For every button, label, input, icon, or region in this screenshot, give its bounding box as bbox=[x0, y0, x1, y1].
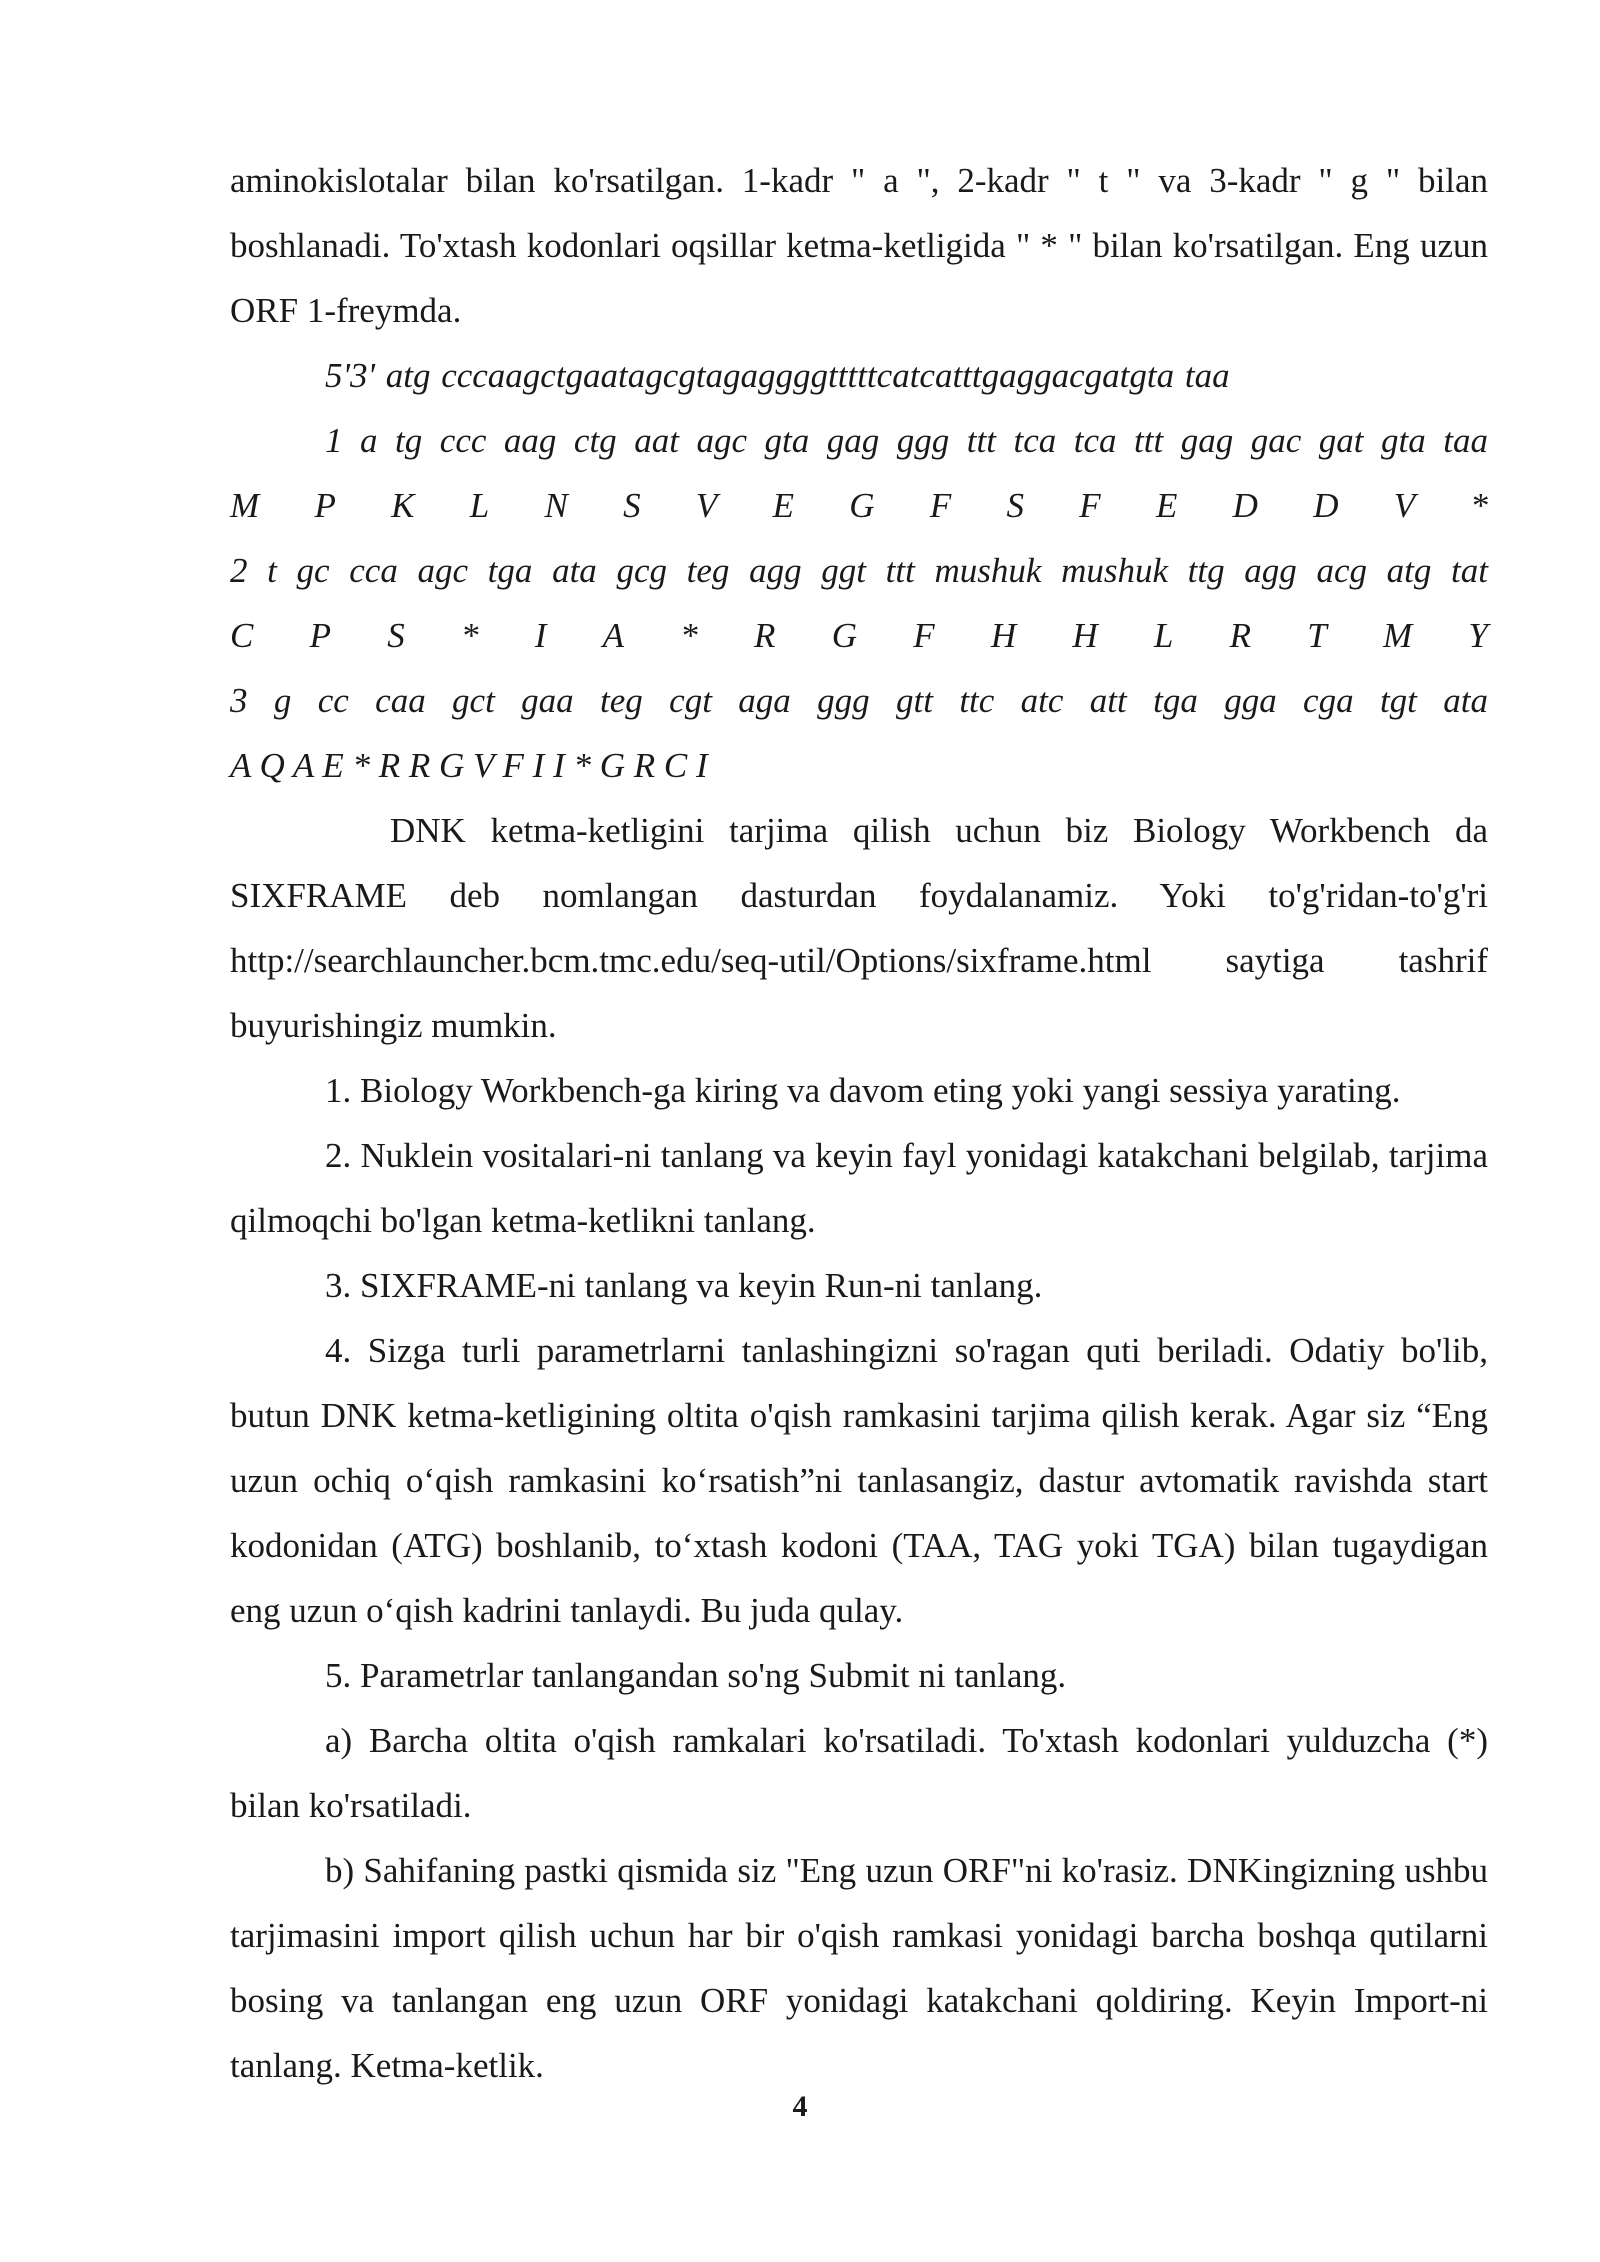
amino-acid: P bbox=[309, 616, 331, 655]
amino-acid: C bbox=[230, 616, 254, 655]
page-number: 4 bbox=[792, 2090, 808, 2123]
step-3: 3. SIXFRAME-ni tanlang va keyin Run-ni tanlang. bbox=[325, 1266, 1043, 1305]
amino-acid: P bbox=[314, 486, 336, 525]
amino-acid: S bbox=[387, 616, 405, 655]
amino-acid: * bbox=[1470, 486, 1488, 525]
amino-acid: F bbox=[1079, 486, 1101, 525]
amino-acid: F bbox=[929, 486, 952, 525]
frame2-amino-acids bbox=[230, 603, 1488, 668]
amino-acid: N bbox=[544, 486, 568, 525]
amino-acid: S bbox=[623, 486, 641, 525]
amino-acid: L bbox=[469, 486, 490, 525]
step-4: 4. Sizga turli parametrlarni tanlashingizni so'ragan quti beriladi. Odatiy bo'lib, butun DNK ketma-ketligining oltita o'qish ramkasini tarjima qilish kerak. Agar siz “Eng uzun ochiq o‘qish ramkasini ko‘rsatish”ni tanlasangiz, dastur avtomatik ravishda start kodonidan (ATG) boshlanib, to‘xtash kodoni (TAA, TAG yoki TGA) bilan tugaydigan eng uzun o‘qish kadrini tanlaydi. Bu juda qulay. bbox=[230, 1331, 1488, 1630]
amino-acid: H bbox=[990, 616, 1017, 655]
step-2: 2. Nuklein vositalari-ni tanlang va keyin fayl yonidagi katakchani belgilab, tarjima qilmoqchi bo'lgan ketma-ketlikni tanlang. bbox=[230, 1136, 1488, 1240]
frame3-amino-acids: A Q A E * R R G V F I I * G R C I bbox=[230, 746, 708, 785]
frame2-dna: 2 t gc cca agc tga ata gcg teg agg ggt ttt mushuk mushuk ttg agg acg atg tat bbox=[230, 551, 1488, 590]
amino-acid: V bbox=[1393, 486, 1416, 525]
amino-acid: G bbox=[831, 616, 857, 655]
amino-acid: M bbox=[230, 486, 260, 525]
document-page bbox=[230, 148, 1488, 2098]
amino-acid: R bbox=[1229, 616, 1252, 655]
frame1-amino-acids bbox=[230, 473, 1488, 538]
amino-acid: I bbox=[534, 616, 547, 655]
step-1: 1. Biology Workbench-ga kiring va davom eting yoki yangi sessiya yarating. bbox=[325, 1071, 1401, 1110]
amino-acid: T bbox=[1307, 616, 1327, 655]
amino-acid: * bbox=[461, 616, 479, 655]
amino-acid: F bbox=[913, 616, 935, 655]
amino-acid: H bbox=[1072, 616, 1098, 655]
paragraph-tool: DNK ketma-ketligini tarjima qilish uchun biz Biology Workbench da SIXFRAME deb nomlangan dasturdan foydalanamiz. Yoki to'g'ridan-to'g'ri http://searchlauncher.bcm.tmc.edu/seq-util/Options/sixframe.html saytiga tashrif buyurishingiz mumkin. bbox=[230, 811, 1488, 1045]
amino-acid: E bbox=[1155, 486, 1178, 525]
step-5a: a) Barcha oltita o'qish ramkalari ko'rsatiladi. To'xtash kodonlari yulduzcha (*) bilan ko'rsatiladi. bbox=[230, 1721, 1488, 1825]
amino-acid: * bbox=[680, 616, 698, 655]
amino-acid: D bbox=[1313, 486, 1339, 525]
frame1-dna: 1 a tg ccc aag ctg aat agc gta gag ggg ttt tca tca ttt gag gac gat gta taa bbox=[325, 421, 1488, 460]
amino-acid: V bbox=[695, 486, 718, 525]
amino-acid: A bbox=[602, 616, 625, 655]
amino-acid: R bbox=[754, 616, 776, 655]
amino-acid: M bbox=[1383, 616, 1413, 655]
paragraph-intro: aminokislotalar bilan ko'rsatilgan. 1-kadr " a ", 2-kadr " t " va 3-kadr " g " bilan boshlanadi. To'xtash kodonlari oqsillar ketma-ketligida " * " bilan ko'rsatilgan. Eng uzun ORF 1-freymda. bbox=[230, 161, 1488, 330]
amino-acid: Y bbox=[1468, 616, 1488, 655]
dna-sequence-full: 5'3' atg cccaagctgaatagcgtagaggggtttttcatcatttgaggacgatgta taa bbox=[325, 356, 1230, 395]
amino-acid: S bbox=[1006, 486, 1024, 525]
amino-acid: G bbox=[849, 486, 875, 525]
frame3-dna: 3 g cc caa gct gaa teg cgt aga ggg gtt ttc atc att tga gga cga tgt ata bbox=[230, 681, 1488, 720]
amino-acid: K bbox=[391, 486, 415, 525]
step-5: 5. Parametrlar tanlangandan so'ng Submit ni tanlang. bbox=[325, 1656, 1067, 1695]
amino-acid: E bbox=[772, 486, 794, 525]
step-5b: b) Sahifaning pastki qismida siz "Eng uzun ORF"ni ko'rasiz. DNKingizning ushbu tarjimasini import qilish uchun har bir o'qish ramkasi yonidagi barcha boshqa qutilarni bosing va tanlangan eng uzun ORF yonidagi katakchani qoldiring. Keyin Import-ni tanlang. Ketma-ketlik. bbox=[230, 1851, 1488, 2085]
amino-acid: D bbox=[1232, 486, 1258, 525]
amino-acid: L bbox=[1153, 616, 1174, 655]
